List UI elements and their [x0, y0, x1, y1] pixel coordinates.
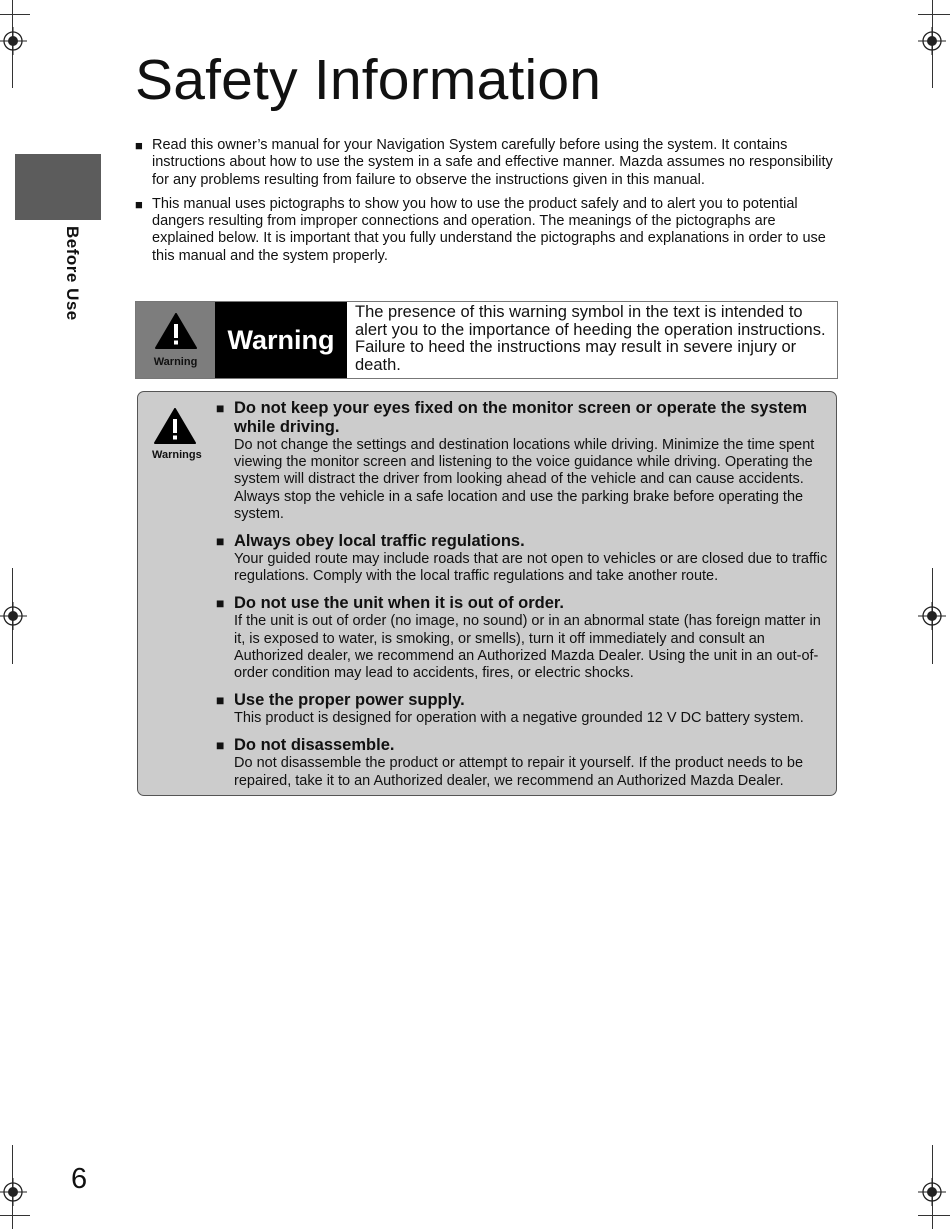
warning-body: Do not change the settings and destination locations while driving. Minimize the time spent viewing the monitor screen and listening to the voice guidance while driving. Operating the system will distract the driver from looking ahead of the vehicle and can cause accidents. Always stop the vehicle in a safe location and use the parking brake before operating the system.: [234, 437, 815, 522]
section-tab-label: Before Use: [63, 226, 82, 321]
registration-mark-icon: [0, 602, 27, 630]
intro-item: [135, 137, 835, 189]
warning-body: Do not disassemble the product or attempt to repair it yourself. If the product needs to be repaired, take it to an Authorized dealer, we recommend an Authorized Mazda Dealer.: [234, 755, 804, 789]
crop-mark: [918, 1215, 950, 1216]
warning-description: The presence of this warning symbol in the text is intended to alert you to the importance of heeding the operation instructions. Failure to heed the instructions may result in severe injury or death.: [347, 302, 837, 378]
intro-item: [135, 196, 835, 265]
intro-text: Read this owner’s manual for your Navigation System carefully before using the system. It contains instructions about how to use the system in a safe and effective manner. Mazda assumes no responsibility for any problems resulting from failure to observe the instructions given in this manual.: [152, 137, 833, 188]
warning-triangle-icon: [154, 431, 196, 448]
crop-mark: [918, 14, 950, 15]
registration-mark-icon: [0, 27, 27, 55]
warning-item: [216, 736, 830, 789]
page-number: 6: [71, 1163, 88, 1195]
crop-mark: [0, 14, 30, 15]
square-bullet-icon: ■: [216, 595, 225, 612]
warning-body: Your guided route may include roads that are not open to vehicles or are closed due to traffic regulations. Comply with the local traffic regulations and take another route.: [234, 551, 828, 585]
crop-mark: [0, 1215, 30, 1216]
warning-item: [216, 399, 830, 523]
square-bullet-icon: ■: [216, 533, 225, 550]
warning-item: [216, 691, 830, 727]
warning-item: [216, 532, 830, 585]
square-bullet-icon: ■: [135, 196, 143, 212]
square-bullet-icon: ■: [135, 138, 143, 153]
warnings-box: [137, 391, 837, 796]
warning-legend: [135, 301, 838, 379]
warning-heading: Use the proper power supply.: [234, 691, 465, 710]
warning-legend-icon-cell: [136, 302, 215, 378]
square-bullet-icon: ■: [216, 400, 225, 416]
intro-list: [135, 137, 835, 272]
section-tab: [15, 154, 101, 220]
warning-item: [216, 594, 830, 682]
warning-heading: Do not keep your eyes fixed on the monitor screen or operate the system while driving.: [234, 399, 808, 436]
intro-text: This manual uses pictographs to show you how to use the product safely and to alert you to potential dangers resulting from improper connections and operation. The meanings of the pictographs are explained below. It is important that you fully understand the pictographs and explanations in order to use this manual and the system properly.: [152, 195, 826, 264]
page-title: Safety Information: [135, 48, 602, 112]
square-bullet-icon: ■: [216, 737, 225, 754]
square-bullet-icon: ■: [216, 692, 225, 709]
warnings-icon-caption: Warnings: [152, 449, 202, 461]
registration-mark-icon: [0, 1178, 27, 1206]
warning-heading: Always obey local traffic regulations.: [234, 532, 525, 551]
warning-heading: Do not use the unit when it is out of order.: [234, 594, 564, 613]
warning-body: If the unit is out of order (no image, no sound) or in an abnormal state (has foreign matter in it, is exposed to water, is smoking, or smells), turn it off immediately and consult an Authorized dealer, we recommend an Authorized Mazda Dealer. Using the unit in an out-of-order condition may lead to accidents, fires, or electric shocks.: [234, 613, 821, 682]
warnings-icon-group: [152, 408, 202, 461]
registration-mark-icon: [918, 602, 946, 630]
registration-mark-icon: [918, 27, 946, 55]
warning-body: This product is designed for operation with a negative grounded 12 V DC battery system.: [234, 710, 804, 727]
warning-icon-caption: Warning: [153, 355, 198, 368]
warning-triangle-icon: [155, 313, 197, 354]
warning-label: Warning: [215, 302, 347, 378]
warnings-list: [216, 399, 830, 799]
warning-heading: Do not disassemble.: [234, 736, 395, 755]
registration-mark-icon: [918, 1178, 946, 1206]
